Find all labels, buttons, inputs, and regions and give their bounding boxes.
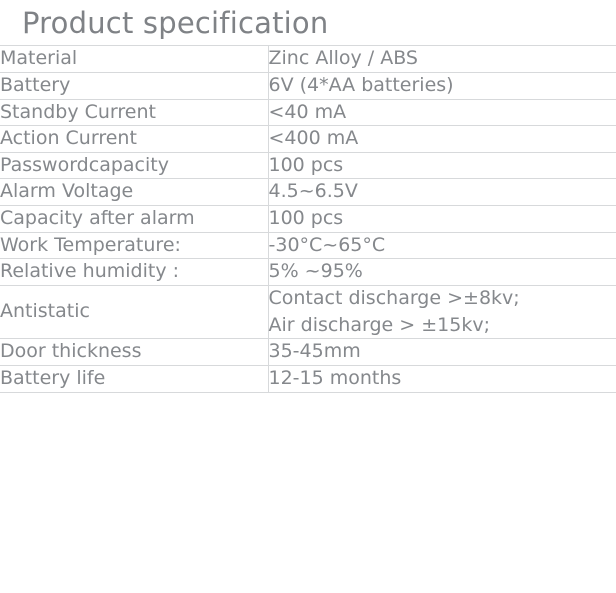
spec-value xyxy=(268,259,616,286)
spec-value xyxy=(268,232,616,259)
spec-label: Door thickness xyxy=(0,339,268,366)
table-row xyxy=(0,126,616,153)
spec-value-line: 100 pcs xyxy=(268,153,344,176)
table-row xyxy=(0,232,616,259)
spec-label: Work Temperature: xyxy=(0,232,268,259)
spec-value-line: 4.5~6.5V xyxy=(268,180,358,203)
spec-label: Capacity after alarm xyxy=(0,206,268,233)
page-title: Product specification xyxy=(22,6,329,40)
spec-label: Battery xyxy=(0,72,268,99)
table-row xyxy=(0,259,616,286)
spec-value xyxy=(268,46,616,73)
spec-value-line: 35-45mm xyxy=(268,340,361,363)
table-row xyxy=(0,206,616,233)
specification-table-body xyxy=(0,46,616,392)
table-row xyxy=(0,179,616,206)
spec-value xyxy=(268,206,616,233)
table-row xyxy=(0,286,616,339)
spec-value xyxy=(268,99,616,126)
table-row xyxy=(0,46,616,73)
spec-value-line: 6V (4*AA batteries) xyxy=(268,73,454,96)
spec-value-line: Air discharge > ±15kv; xyxy=(268,313,490,336)
spec-value xyxy=(268,126,616,153)
table-row xyxy=(0,152,616,179)
spec-value-line: Contact discharge >±8kv; xyxy=(268,287,520,310)
spec-value xyxy=(268,365,616,392)
table-row xyxy=(0,339,616,366)
spec-value-line: 100 pcs xyxy=(268,207,344,230)
table-row xyxy=(0,365,616,392)
spec-value xyxy=(268,179,616,206)
spec-label: Antistatic xyxy=(0,286,268,339)
spec-label: Action Current xyxy=(0,126,268,153)
spec-value xyxy=(268,339,616,366)
spec-value-line: -30°C~65°C xyxy=(268,233,386,256)
spec-label: Alarm Voltage xyxy=(0,179,268,206)
spec-value xyxy=(268,286,616,339)
specification-table xyxy=(0,45,616,392)
spec-value-line: 12-15 months xyxy=(268,366,402,389)
spec-value-line: 5% ~95% xyxy=(268,260,363,283)
spec-value xyxy=(268,152,616,179)
spec-label: Standby Current xyxy=(0,99,268,126)
spec-label: Passwordcapacity xyxy=(0,152,268,179)
table-row xyxy=(0,72,616,99)
spec-value-line: <400 mA xyxy=(268,127,359,150)
spec-label: Relative humidity : xyxy=(0,259,268,286)
spec-label: Material xyxy=(0,46,268,73)
spec-value xyxy=(268,72,616,99)
spec-value-line: <40 mA xyxy=(268,100,347,123)
table-row xyxy=(0,99,616,126)
spec-label: Battery life xyxy=(0,365,268,392)
spec-value-line: Zinc Alloy / ABS xyxy=(268,47,418,70)
